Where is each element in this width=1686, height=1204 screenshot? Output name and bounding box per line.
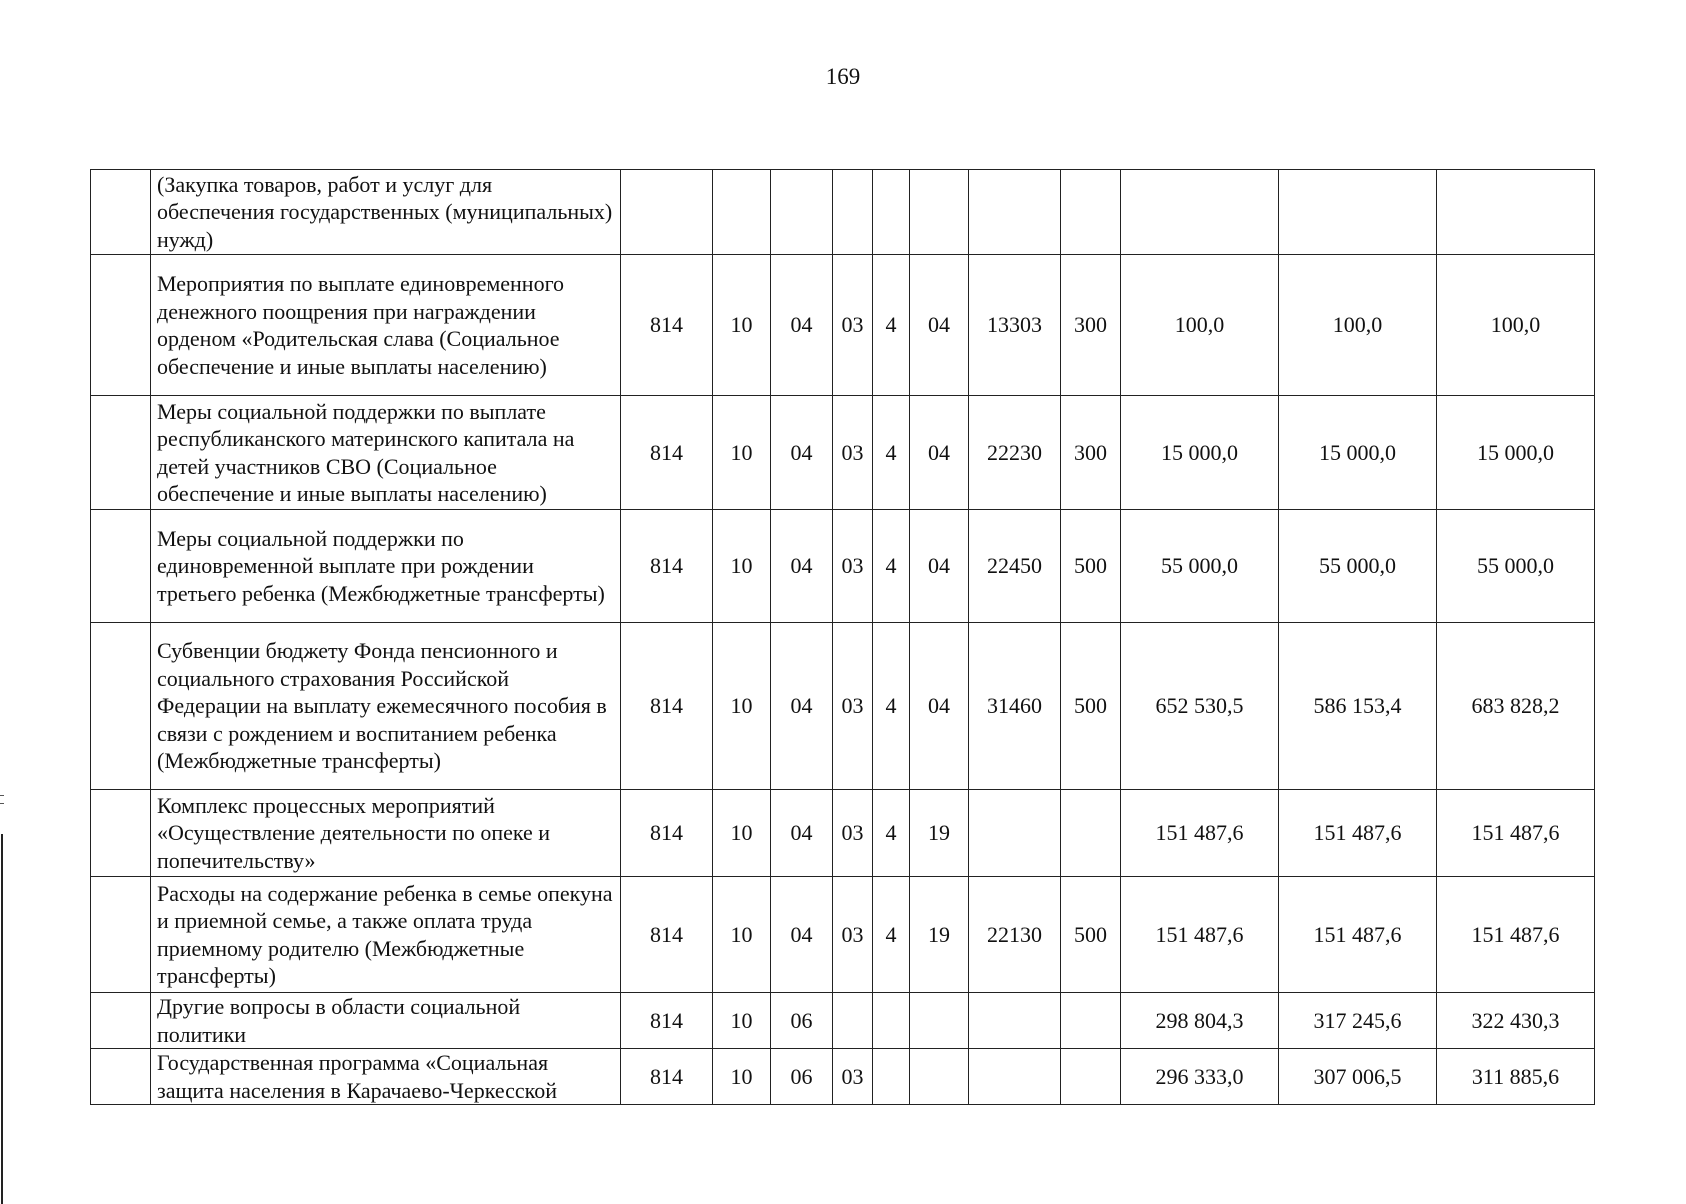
code-cell — [873, 170, 910, 255]
code-cell: 31460 — [969, 623, 1061, 790]
amount-2025-cell: 100,0 — [1437, 255, 1595, 396]
page-number: 169 — [825, 64, 861, 89]
code-cell: 04 — [910, 510, 969, 623]
code-cell: 4 — [873, 255, 910, 396]
code-cell: 06 — [771, 1049, 833, 1105]
code-cell: 10 — [713, 623, 771, 790]
code-cell — [910, 1049, 969, 1105]
desc-cell: Субвенции бюджету Фонда пенсионного и социального страхования Российской Федерации на выплату ежемесячного пособия в связи с рождением и воспитанием ребенка (Межбюджетные трансферты) — [151, 623, 621, 790]
code-cell: 03 — [833, 510, 873, 623]
code-cell: 300 — [1061, 396, 1121, 510]
amount-2025-cell: 311 885,6 — [1437, 1049, 1595, 1105]
desc-cell: Мероприятия по выплате единовременного денежного поощрения при награждении орденом «Родительская слава (Социальное обеспечение и иные выплаты населению) — [151, 255, 621, 396]
code-cell: 10 — [713, 255, 771, 396]
amount-2023-cell: 298 804,3 — [1121, 993, 1279, 1049]
code-cell: 814 — [621, 623, 713, 790]
amount-2024-cell — [1279, 170, 1437, 255]
code-cell: 300 — [1061, 255, 1121, 396]
code-cell — [873, 1049, 910, 1105]
code-cell: 04 — [910, 396, 969, 510]
row-number-cell — [91, 877, 151, 993]
table-row — [91, 396, 1595, 510]
row-number-cell — [91, 396, 151, 510]
code-cell: 10 — [713, 510, 771, 623]
amount-2025-cell: 15 000,0 — [1437, 396, 1595, 510]
desc-cell: Другие вопросы в области социальной политики — [151, 993, 621, 1049]
scan-margin-tick — [0, 803, 4, 804]
table-row — [91, 255, 1595, 396]
table-row — [91, 1049, 1595, 1105]
amount-2025-cell: 55 000,0 — [1437, 510, 1595, 623]
amount-2024-cell: 307 006,5 — [1279, 1049, 1437, 1105]
code-cell: 814 — [621, 790, 713, 877]
code-cell: 10 — [713, 790, 771, 877]
code-cell: 04 — [771, 510, 833, 623]
code-cell — [873, 993, 910, 1049]
code-cell — [1061, 790, 1121, 877]
code-cell: 4 — [873, 623, 910, 790]
amount-2023-cell: 55 000,0 — [1121, 510, 1279, 623]
code-cell — [969, 1049, 1061, 1105]
code-cell: 04 — [771, 396, 833, 510]
code-cell: 4 — [873, 877, 910, 993]
code-cell: 10 — [713, 396, 771, 510]
code-cell: 10 — [713, 877, 771, 993]
code-cell — [969, 993, 1061, 1049]
code-cell: 500 — [1061, 623, 1121, 790]
code-cell: 04 — [910, 623, 969, 790]
desc-cell: Меры социальной поддержки по единовременной выплате при рождении третьего ребенка (Межбюджетные трансферты) — [151, 510, 621, 623]
code-cell: 500 — [1061, 510, 1121, 623]
budget-table — [90, 169, 1595, 1105]
code-cell: 04 — [771, 623, 833, 790]
amount-2024-cell: 100,0 — [1279, 255, 1437, 396]
code-cell — [969, 790, 1061, 877]
amount-2025-cell: 322 430,3 — [1437, 993, 1595, 1049]
code-cell: 06 — [771, 993, 833, 1049]
code-cell — [833, 170, 873, 255]
code-cell: 814 — [621, 510, 713, 623]
amount-2024-cell: 55 000,0 — [1279, 510, 1437, 623]
code-cell — [771, 170, 833, 255]
code-cell: 03 — [833, 1049, 873, 1105]
code-cell: 814 — [621, 877, 713, 993]
code-cell: 04 — [771, 877, 833, 993]
code-cell: 814 — [621, 396, 713, 510]
amount-2024-cell: 317 245,6 — [1279, 993, 1437, 1049]
amount-2024-cell: 586 153,4 — [1279, 623, 1437, 790]
code-cell: 04 — [910, 255, 969, 396]
code-cell: 19 — [910, 790, 969, 877]
code-cell — [1061, 993, 1121, 1049]
code-cell: 4 — [873, 510, 910, 623]
desc-cell: (Закупка товаров, работ и услуг для обеспечения государственных (муниципальных) нужд) — [151, 170, 621, 255]
desc-cell: Комплекс процессных мероприятий «Осуществление деятельности по опеке и попечительству» — [151, 790, 621, 877]
scan-margin-line — [1, 834, 3, 1204]
amount-2023-cell — [1121, 170, 1279, 255]
code-cell: 03 — [833, 877, 873, 993]
code-cell — [1061, 170, 1121, 255]
row-number-cell — [91, 255, 151, 396]
scan-margin-tick — [0, 795, 4, 796]
amount-2024-cell: 151 487,6 — [1279, 877, 1437, 993]
amount-2023-cell: 15 000,0 — [1121, 396, 1279, 510]
code-cell: 500 — [1061, 877, 1121, 993]
code-cell: 10 — [713, 1049, 771, 1105]
amount-2023-cell: 151 487,6 — [1121, 877, 1279, 993]
code-cell: 814 — [621, 255, 713, 396]
amount-2023-cell: 151 487,6 — [1121, 790, 1279, 877]
row-number-cell — [91, 510, 151, 623]
desc-cell: Меры социальной поддержки по выплате республиканского материнского капитала на детей участников СВО (Социальное обеспечение и иные выплаты населению) — [151, 396, 621, 510]
table-row — [91, 170, 1595, 255]
code-cell — [833, 993, 873, 1049]
code-cell: 03 — [833, 790, 873, 877]
code-cell: 814 — [621, 1049, 713, 1105]
code-cell: 04 — [771, 790, 833, 877]
table-row — [91, 510, 1595, 623]
code-cell: 03 — [833, 396, 873, 510]
code-cell: 814 — [621, 993, 713, 1049]
code-cell — [969, 170, 1061, 255]
code-cell: 22450 — [969, 510, 1061, 623]
amount-2025-cell: 151 487,6 — [1437, 790, 1595, 877]
code-cell: 19 — [910, 877, 969, 993]
row-number-cell — [91, 170, 151, 255]
amount-2023-cell: 100,0 — [1121, 255, 1279, 396]
row-number-cell — [91, 623, 151, 790]
code-cell: 4 — [873, 790, 910, 877]
code-cell — [621, 170, 713, 255]
amount-2025-cell: 151 487,6 — [1437, 877, 1595, 993]
amount-2025-cell — [1437, 170, 1595, 255]
code-cell — [910, 993, 969, 1049]
amount-2024-cell: 15 000,0 — [1279, 396, 1437, 510]
code-cell: 13303 — [969, 255, 1061, 396]
desc-cell: Расходы на содержание ребенка в семье опекуна и приемной семье, а также оплата труда приемному родителю (Межбюджетные трансферты) — [151, 877, 621, 993]
code-cell — [713, 170, 771, 255]
code-cell — [1061, 1049, 1121, 1105]
amount-2024-cell: 151 487,6 — [1279, 790, 1437, 877]
code-cell: 4 — [873, 396, 910, 510]
code-cell: 04 — [771, 255, 833, 396]
table-row — [91, 623, 1595, 790]
row-number-cell — [91, 993, 151, 1049]
table-row — [91, 993, 1595, 1049]
code-cell: 03 — [833, 623, 873, 790]
desc-cell: Государственная программа «Социальная защита населения в Карачаево-Черкесской — [151, 1049, 621, 1105]
row-number-cell — [91, 790, 151, 877]
table-row — [91, 877, 1595, 993]
table-row — [91, 790, 1595, 877]
code-cell: 03 — [833, 255, 873, 396]
amount-2023-cell: 652 530,5 — [1121, 623, 1279, 790]
code-cell — [910, 170, 969, 255]
row-number-cell — [91, 1049, 151, 1105]
amount-2025-cell: 683 828,2 — [1437, 623, 1595, 790]
amount-2023-cell: 296 333,0 — [1121, 1049, 1279, 1105]
code-cell: 22130 — [969, 877, 1061, 993]
code-cell: 22230 — [969, 396, 1061, 510]
code-cell: 10 — [713, 993, 771, 1049]
